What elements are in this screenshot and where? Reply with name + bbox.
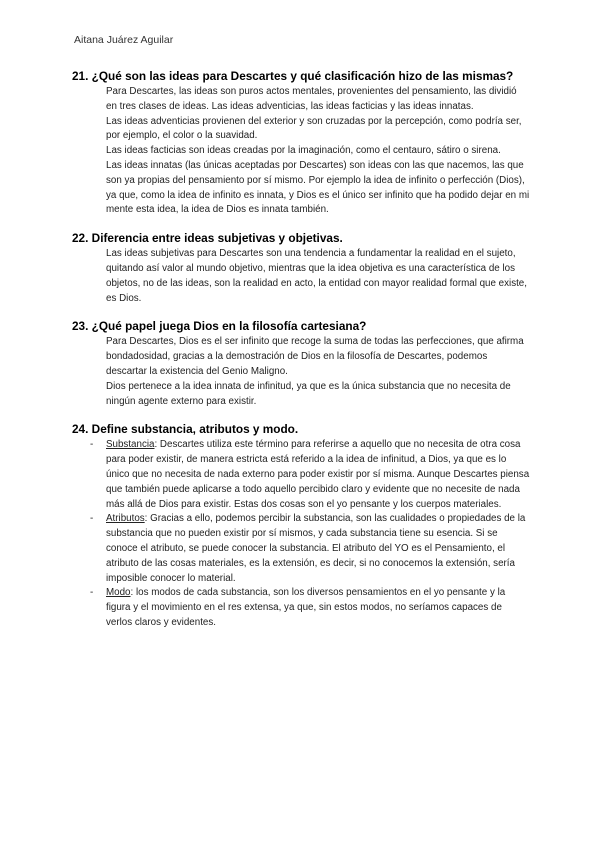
dash-bullet: - xyxy=(90,513,94,525)
question-23-title: 23. ¿Qué papel juega Dios en la filosofía cartesiana? xyxy=(72,319,367,334)
question-22-title: 22. Diferencia entre ideas subjetivas y objetivas. xyxy=(72,231,343,246)
question-22 xyxy=(72,230,530,306)
paragraph: Las ideas innatas (las únicas aceptadas por Descartes) son ideas con las que nacemos, las que son ya propias del pensamiento por sí mismo. Por ejemplo la idea de infinito o perfección (Dios), ya que, como la idea de infinito es innata, y Dios es el único ser infinito que ha podido dejar en mi mente esta idea, la idea de Dios es innata también. xyxy=(106,159,530,216)
list-item-substancia xyxy=(90,438,530,512)
paragraph: Las ideas subjetivas para Descartes son una tendencia a fundamentar la realidad en el sujeto, quitando así valor al mundo objetivo, mientras que la idea objetiva es una característica de los objetos, no de las ideas, son la realidad en acto, la entidad con mayor realidad formal que existe, es Dios. xyxy=(106,248,527,304)
question-24 xyxy=(72,421,530,630)
question-24-title: 24. Define substancia, atributos y modo. xyxy=(72,422,299,437)
term-substancia: Substancia xyxy=(106,439,155,451)
definition-list xyxy=(72,438,530,630)
question-23-body xyxy=(106,335,530,409)
question-21-title: 21. ¿Qué son las ideas para Descartes y qué clasificación hizo de las mismas? xyxy=(72,69,514,83)
dash-bullet: - xyxy=(90,587,94,599)
paragraph: Las ideas adventicias provienen del exterior y son cruzadas por la percepción, como podría ser, por ejemplo, el color o la suavidad. xyxy=(106,115,522,142)
term-modo: Modo xyxy=(106,587,131,599)
question-22-body xyxy=(106,247,530,306)
definition-text: : los modos de cada substancia, son los diversos pensamientos en el yo pensante y la figura y el movimiento en el res extensa, ya que, sin estos modos, no seríamos capaces de verlos claros y evidentes. xyxy=(106,587,506,628)
paragraph: Las ideas facticias son ideas creadas por la imaginación, como el centauro, sátiro o sirena. xyxy=(106,145,501,157)
definition-text: : Descartes utiliza este término para referirse a aquello que no necesita de otra cosa para poder existir, de manera estricta está referido a la idea de infinitud, a Dios, ya que es lo único que no necesita de nada externo para poder existir por sí misma. Aunque Descartes piensa que también puede aplicarse a todo aquello percibido claro y evidente que no necesite de nada más allá de Dios para existir. Estas dos cosas son el yo pensante y los cuerpos materiales. xyxy=(106,439,530,510)
list-item-modo xyxy=(90,586,530,630)
dash-bullet: - xyxy=(90,439,94,451)
question-23 xyxy=(72,318,530,409)
question-21 xyxy=(72,68,530,218)
paragraph: Para Descartes, Dios es el ser infinito que recoge la suma de todas las perfecciones, que afirma bondadosidad, gracias a la demostración de Dios en la filosofía de Descartes, podemos descartar la existencia del Genio Maligno. xyxy=(106,336,524,377)
question-21-body xyxy=(106,85,530,218)
author-name: Aitana Juárez Aguilar xyxy=(74,34,174,46)
definition-text: : Gracias a ello, podemos percibir la substancia, son las cualidades o propiedades de la substancia que no pueden existir por sí mismos, y cada substancia tiene su esencia. Si se conoce el atributo, se puede conocer la substancia. El atributo del YO es el Pensamiento, el atributo de las cosas materiales, es la extensión, es decir, si no conocemos la extensión, sería imposible conocer lo material. xyxy=(106,513,526,584)
paragraph: Para Descartes, las ideas son puros actos mentales, provenientes del pensamiento, las dividió en tres clases de ideas. Las ideas adventicias, las ideas facticias y las ideas innatas. xyxy=(106,86,517,112)
term-atributos: Atributos xyxy=(106,513,145,525)
list-item-atributos xyxy=(90,512,530,586)
paragraph: Dios pertenece a la idea innata de infinitud, ya que es la única substancia que no necesita de ningún agente externo para existir. xyxy=(106,380,511,407)
